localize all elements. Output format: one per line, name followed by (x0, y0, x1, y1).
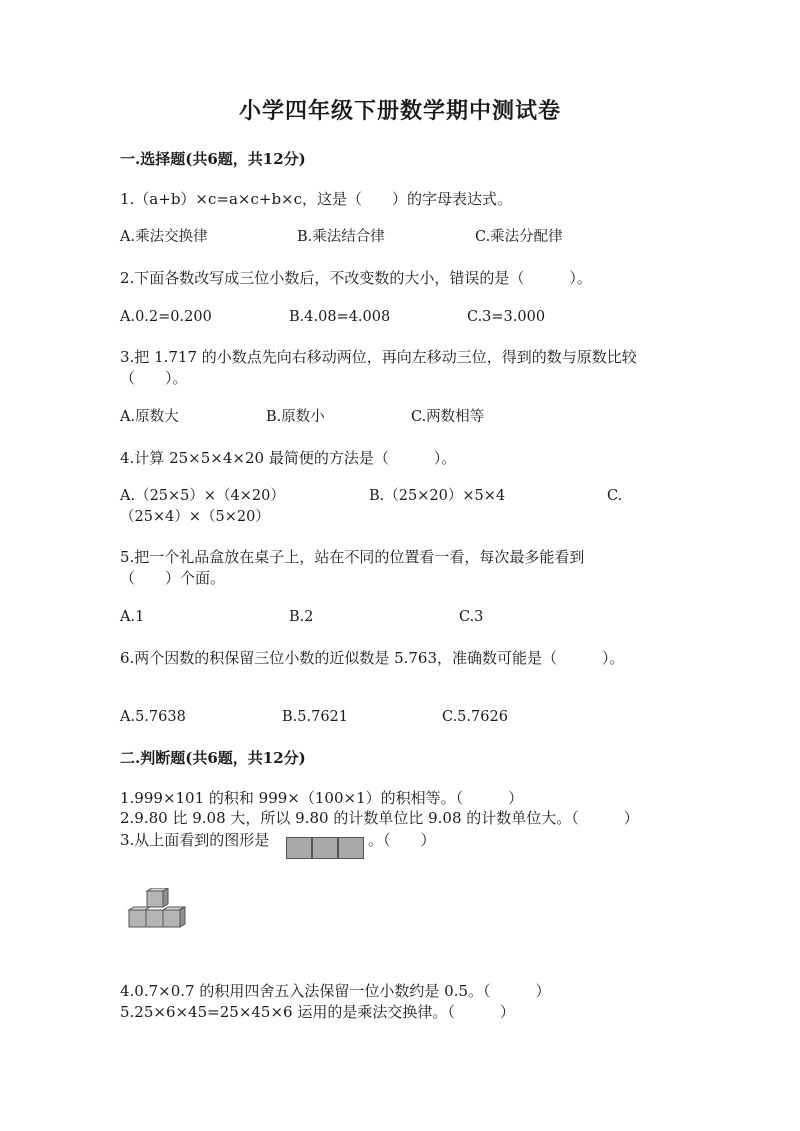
q3-option-b: B.原数小 (266, 409, 325, 425)
q4-option-a: A.（25×5）×（4×20） (120, 488, 285, 504)
q2-option-b: B.4.08=4.008 (289, 309, 391, 325)
judge-item-3: 3.从上面看到的图形是 (120, 831, 270, 849)
question-2: 2.下面各数改写成三位小数后，不改变数的大小，错误的是（ ）。 (120, 269, 592, 287)
exam-title: 小学四年级下册数学期中测试卷 (238, 98, 561, 124)
q4-option-c-continued: （25×4）×（5×20） (120, 509, 270, 525)
q5-option-a: A.1 (120, 609, 145, 625)
section1-heading: 一.选择题(共6题，共12分) (120, 150, 306, 168)
judge-item-5: 5.25×6×45=25×45×6 运用的是乘法交换律。（ ） (120, 1003, 515, 1021)
question-5-line1: 5.把一个礼品盒放在桌子上，站在不同的位置看一看，每次最多能看到 (120, 548, 585, 566)
q6-option-a: A.5.7638 (120, 709, 186, 725)
q6-option-c: C.5.7626 (442, 709, 508, 725)
top-view-square (338, 837, 364, 859)
judge-item-1: 1.999×101 的积和 999×（100×1）的积相等。（ ） (120, 789, 524, 807)
q3-option-c: C.两数相等 (411, 409, 485, 425)
q2-option-c: C.3=3.000 (467, 309, 546, 325)
question-3-line2: （ ）。 (120, 369, 188, 387)
judge-item-4: 4.0.7×0.7 的积用四舍五入法保留一位小数约是 0.5。（ ） (120, 982, 551, 1000)
q4-option-b: B.（25×20）×5×4 (369, 488, 506, 504)
q6-option-b: B.5.7621 (282, 709, 349, 725)
question-4: 4.计算 25×5×4×20 最简便的方法是（ ）。 (120, 449, 457, 467)
q1-option-c: C.乘法分配律 (475, 229, 563, 245)
judge-item-2: 2.9.80 比 9.08 大，所以 9.80 的计数单位比 9.08 的计数单位大。（ ） (120, 809, 639, 827)
question-3-line1: 3.把 1.717 的小数点先向右移动两位，再向左移动三位，得到的数与原数比较 (120, 348, 637, 366)
q2-option-a: A.0.2=0.200 (120, 309, 212, 325)
q4-option-c: C. (607, 488, 623, 504)
top-view-figure (286, 837, 366, 861)
q3-option-a: A.原数大 (120, 409, 179, 425)
q5-option-b: B.2 (289, 609, 314, 625)
section2-heading: 二.判断题(共6题，共12分) (120, 749, 306, 767)
judge-item-3-suffix: 。（ ） (368, 831, 436, 849)
q1-option-a: A.乘法交换律 (120, 229, 208, 245)
question-5-line2: （ ）个面。 (120, 569, 226, 587)
top-view-square (312, 837, 338, 859)
top-view-square (286, 837, 312, 859)
cube-stack-figure (124, 888, 194, 934)
question-1: 1.（a+b）×c=a×c+b×c，这是（ ）的字母表达式。 (120, 190, 513, 208)
q5-option-c: C.3 (459, 609, 484, 625)
question-6: 6.两个因数的积保留三位小数的近似数是 5.763，准确数可能是（ ）。 (120, 649, 625, 667)
q1-option-b: B.乘法结合律 (297, 229, 385, 245)
